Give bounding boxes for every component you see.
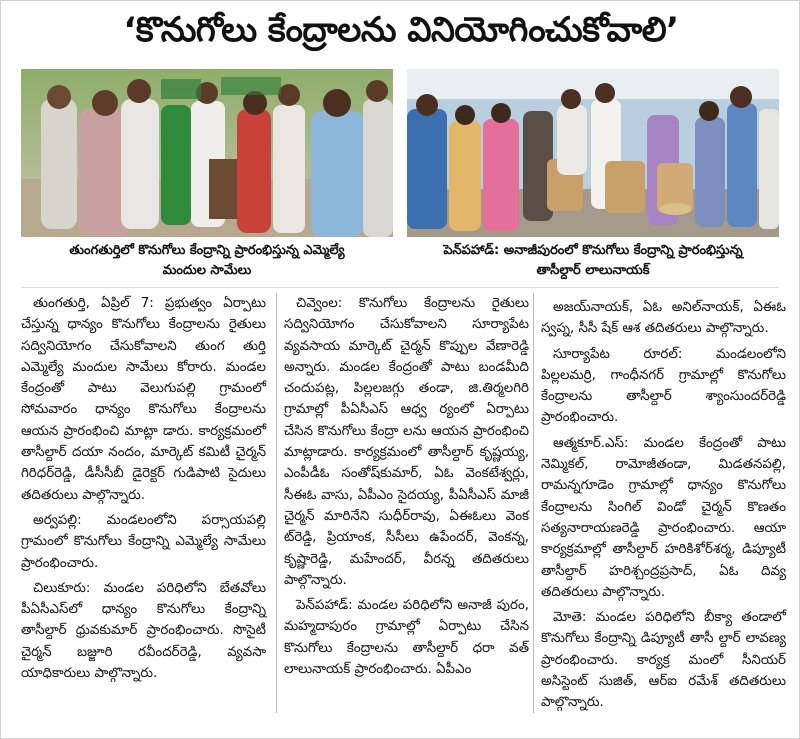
paragraph: చివ్వెంల: కొనుగోలు కేంద్రాలను రైతులు సద్వినియోగం చేసుకోవాలని సూర్యాపేట వ్యవసాయ మార్కెట్ చైర్మన్ కొప్పుల వేణారెడ్డి అన్నారు. మండల కేంద్రంతో పాటు బండమీది చందుపట్ల, పిల్లలజగ్గు తండా, జి.తిర్మలగిరి గ్రామాల్లో పీఏసీఎస్ ఆధ్వ ర్యంలో ఏర్పాటు చేసిన కొనుగోలు కేంద్రా లను ఆయన ప్రారంభించి మాట్లాడారు. కార్యక్రమంలో తాసీల్దార్ కృష్ణయ్య, ఎంపీడీఓ సంతోష్‌కుమార్, ఏఓ వెంకటేశ్వర్లు, సీఈఓ వాసు, ఏపీఎం సైదయ్య, పీఏసీఎస్ మాజీ చైర్మన్ మారినేని సుధీర్‌రావు, ఏఈఓలు వెంక ట్‌రెడ్డి, ప్రియాంక, సీసీలు ఉపేందర్, వెంకన్న, కృష్ణారెడ్డి, మహేందర్, వీరన్న తదితరులు పాల్గొన్నారు. [284,296,529,588]
caption-right-line2: తాసీల్దార్ లాలునాయక్ [536,263,650,278]
column-divider [533,293,534,713]
photo-tungaturthi [21,69,393,237]
caption-right [407,241,779,281]
article-column-1 [21,293,266,688]
photo-anajipuram [407,69,779,237]
headline: ‘కొనుగోలు కేంద్రాలను వినియోగించుకోవాలి’ [123,10,679,50]
caption-right-line1: పెన్‌పహాడ్: అనాజీపురంలో కొనుగోలు కేంద్రాన్ని ప్రారంభిస్తున్న [443,243,743,258]
paragraph: అర్వపల్లి: మండలంలోని పర్సాయపల్లి గ్రామంలో కొనుగోలు కేంద్రాన్ని ఎమ్మెల్యే సామేలు ప్రారంభించారు. [21,512,266,571]
paragraph: పెన్‌పహాడ్: మండల పరిధిలోని అనాజీ పురం, మహ్మదాపురం గ్రామాల్లో ఏర్పాటు చేసిన కొనుగోలు కేంద్రాలను తాసీల్దార్ ధరా వత్ లాలునాయక్ ప్రారంభించారు. ఏపీఎం [284,598,529,678]
caption-left-line1: తుంగతుర్తిలో కొనుగోలు కేంద్రాన్ని ప్రారంభిస్తున్న ఎమ్మెల్యే [69,243,345,258]
caption-left-line2: మందుల సామేలు [162,263,252,278]
article-column-2 [284,293,529,684]
column-divider [276,293,277,713]
section-divider [21,287,779,288]
paragraph: చిలుకూరు: మండల పరిధిలోని బేతవోలు పీఏసీఎస్‌లో ధాన్యం కొనుగోలు కేంద్రాన్ని తాసీల్దార్ ధ్రువకుమార్ ప్రారంభించారు. సొసైటీ చైర్మన్ బజ్జూరి రవీందర్‌రెడ్డి, వ్యవసా యాధికారులు పాల్గొన్నారు. [21,580,266,682]
paragraph: అజయ్‌నాయక్, ఏఓ అనిల్‌నాయక్, ఏఈఓ స్వప్న, సీసీ షేక్ ఆశ తదితరులు పాల్గొన్నారు. [541,300,786,337]
paragraph: ఆత్మకూర్.ఎస్: మండల కేంద్రంతో పాటు నెమ్మికల్, రామోజీతండా, మిడతనపల్లి, రామన్నగూడెం గ్రామాల్లో ధాన్యం కొనుగోలు కేంద్రాలను సింగిల్ విండో చైర్మన్ కొణతం సత్యనారాయణరెడ్డి ప్రారంభించారు. ఆయా కార్యక్రమాల్లో తాసీల్దార్ హరికిశోర్‌శర్మ, డిప్యూటీ తాసీల్దార్ హరిశ్చంద్రప్రసాద్, ఏఓ దివ్య తదితరులు పాల్గొన్నారు. [541,435,786,600]
paragraph: తుంగతుర్తి, ఏప్రిల్ 7: ప్రభుత్వం ఏర్పాటు చేస్తున్న ధాన్యం కొనుగోలు కేంద్రాలను రైతులు సద్వినియోగం చేసుకోవాలని తుంగ తుర్తి ఎమ్మెల్యే మందుల సామేలు కోరారు. మండల కేంద్రంతో పాటు వెలుగుపల్లి గ్రామంలో సోమవారం ధాన్యం కొనుగోలు కేంద్రాలను ఆయన ప్రారంభించి మాట్లా డారు. కార్యక్రమంలో తాసీల్దార్ దయా నందం, మార్కెట్ కమిటీ చైర్మన్ గిరిధర్‌రెడ్డి, డీసీసీబీ డైరెక్టర్ గుడిపాటి సైదులు తదితరులు పాల్గొన్నారు. [21,296,266,503]
caption-left [21,241,393,281]
article-column-3 [541,297,786,718]
paragraph: సూర్యాపేట రూరల్: మండలంలోని పిల్లలమర్రి, గాంధీనగర్ గ్రామాల్లో కొనుగోలు కేంద్రాలను తాసీల్దార్ శ్యాంసుందర్‌రెడ్డి ప్రారంభించారు. [541,346,786,426]
paragraph: మోతె: మండల పరిధిలోని బీక్యా తండాలో కొనుగోలు కేంద్రాన్ని డిప్యూటీ తాసీ ల్దార్ లావణ్య ప్రారంభించారు. కార్యక్ర మంలో సీనియర్ అసిస్టెంట్ సుజిత్, ఆర్ఐ రమేశ్ తదితరులు పాల్గొన్నారు. [541,610,786,711]
